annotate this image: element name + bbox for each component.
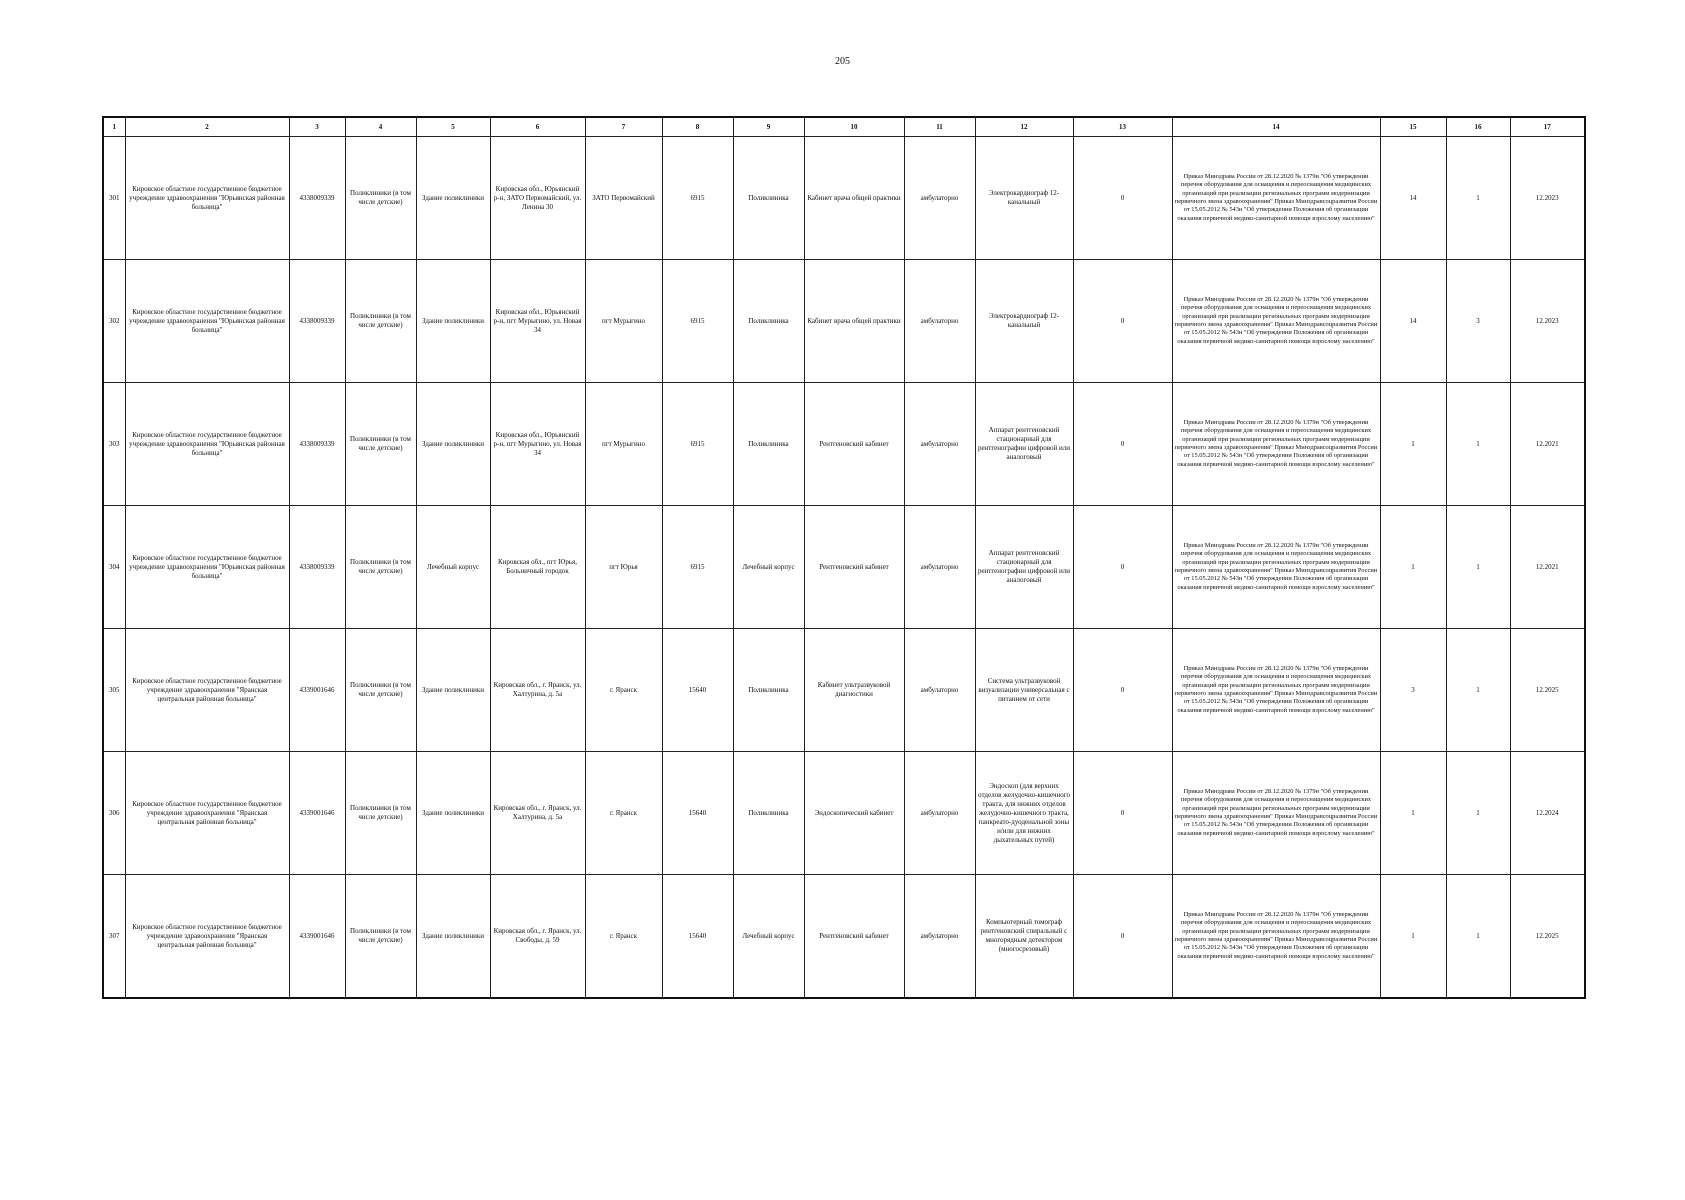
cell-facility-type: Поликлиники (в том числе детские) <box>345 383 416 506</box>
header-cell: 13 <box>1073 117 1172 137</box>
cell-row-number: 301 <box>103 137 125 260</box>
cell-planned-count: 1 <box>1446 629 1510 752</box>
cell-organization-name: Кировское областное государственное бюджетное учреждение здравоохранения "Юрьянская районная больница" <box>125 383 289 506</box>
cell-cabinet: Рентгеновский кабинет <box>804 383 904 506</box>
header-cell: 9 <box>733 117 804 137</box>
cell-inn: 4338009339 <box>289 383 345 506</box>
cell-planned-count: 1 <box>1446 137 1510 260</box>
cell-row-number: 306 <box>103 752 125 875</box>
cell-required-count: 1 <box>1380 383 1446 506</box>
cell-inn: 4339001646 <box>289 629 345 752</box>
cell-inn: 4339001646 <box>289 752 345 875</box>
cell-regulation: Приказ Минздрава России от 28.12.2020 № 1379н "Об утверждении перечня оборудования для оснащения и переоснащения медицинских организаций при реализации региональных программ модернизации первичного звена здравоохранения" Приказ Минздравсоцразвития России от 15.05.2012 № 543н "Об утверждении Положения об организации оказания первичной медико-санитарной помощи взрослому населению" <box>1172 383 1380 506</box>
cell-organization-name: Кировское областное государственное бюджетное учреждение здравоохранения "Юрьянская районная больница" <box>125 260 289 383</box>
cell-planned-count: 1 <box>1446 506 1510 629</box>
cell-regulation: Приказ Минздрава России от 28.12.2020 № 1379н "Об утверждении перечня оборудования для оснащения и переоснащения медицинских организаций при реализации региональных программ модернизации первичного звена здравоохранения" Приказ Минздравсоцразвития России от 15.05.2012 № 543н "Об утверждении Положения об организации оказания первичной медико-санитарной помощи взрослому населению" <box>1172 137 1380 260</box>
cell-subdivision: Лечебный корпус <box>733 875 804 999</box>
cell-equipment-name: Электрокардиограф 12-канальный <box>975 137 1073 260</box>
cell-population: 15640 <box>662 629 733 752</box>
cell-required-count: 14 <box>1380 260 1446 383</box>
cell-address: Кировская обл., г. Яранск, ул. Свободы, д. 59 <box>490 875 585 999</box>
cell-organization-name: Кировское областное государственное бюджетное учреждение здравоохранения "Яранская центральная районная больница" <box>125 752 289 875</box>
cell-organization-name: Кировское областное государственное бюджетное учреждение здравоохранения "Юрьянская районная больница" <box>125 506 289 629</box>
cell-facility-type: Поликлиники (в том числе детские) <box>345 629 416 752</box>
cell-equipment-count: 0 <box>1073 260 1172 383</box>
cell-equipment-count: 0 <box>1073 137 1172 260</box>
cell-address: Кировская обл., Юрьянский р-н, ЗАТО Первомайский, ул. Ленина 30 <box>490 137 585 260</box>
cell-row-number: 302 <box>103 260 125 383</box>
table-row <box>103 383 1585 506</box>
cell-building: Здание поликлиники <box>416 260 490 383</box>
header-cell: 1 <box>103 117 125 137</box>
cell-equipment-count: 0 <box>1073 383 1172 506</box>
table-body <box>103 137 1585 999</box>
cell-facility-type: Поликлиники (в том числе детские) <box>345 260 416 383</box>
cell-address: Кировская обл., Юрьянский р-н, пгт Мурыгино, ул. Новая 34 <box>490 260 585 383</box>
cell-population: 6915 <box>662 506 733 629</box>
cell-required-count: 1 <box>1380 752 1446 875</box>
cell-population: 15640 <box>662 875 733 999</box>
cell-inn: 4338009339 <box>289 137 345 260</box>
cell-deadline: 12.2025 <box>1510 629 1585 752</box>
cell-subdivision: Поликлиника <box>733 260 804 383</box>
cell-required-count: 14 <box>1380 137 1446 260</box>
cell-care-form: амбулаторно <box>904 752 975 875</box>
cell-planned-count: 3 <box>1446 260 1510 383</box>
header-cell: 11 <box>904 117 975 137</box>
header-cell: 7 <box>585 117 662 137</box>
cell-care-form: амбулаторно <box>904 875 975 999</box>
table-row <box>103 137 1585 260</box>
cell-care-form: амбулаторно <box>904 383 975 506</box>
cell-care-form: амбулаторно <box>904 506 975 629</box>
table-row <box>103 629 1585 752</box>
table-row <box>103 506 1585 629</box>
cell-planned-count: 1 <box>1446 383 1510 506</box>
header-cell: 16 <box>1446 117 1510 137</box>
cell-address: Кировская обл., г. Яранск, ул. Халтурина, д. 5а <box>490 629 585 752</box>
cell-settlement: г. Яранск <box>585 875 662 999</box>
cell-regulation: Приказ Минздрава России от 28.12.2020 № 1379н "Об утверждении перечня оборудования для оснащения и переоснащения медицинских организаций при реализации региональных программ модернизации первичного звена здравоохранения" Приказ Минздравсоцразвития России от 15.05.2012 № 543н "Об утверждении Положения об организации оказания первичной медико-санитарной помощи взрослому населению" <box>1172 875 1380 999</box>
cell-address: Кировская обл., Юрьянский р-н, пгт Мурыгино, ул. Новая 34 <box>490 383 585 506</box>
cell-inn: 4339001646 <box>289 875 345 999</box>
cell-inn: 4338009339 <box>289 260 345 383</box>
equipment-table <box>102 116 1586 999</box>
cell-planned-count: 1 <box>1446 752 1510 875</box>
cell-deadline: 12.2021 <box>1510 506 1585 629</box>
cell-building: Здание поликлиники <box>416 383 490 506</box>
cell-care-form: амбулаторно <box>904 629 975 752</box>
header-row <box>103 117 1585 137</box>
header-cell: 6 <box>490 117 585 137</box>
cell-cabinet: Эндоскопический кабинет <box>804 752 904 875</box>
cell-cabinet: Кабинет врача общей практики <box>804 137 904 260</box>
header-cell: 2 <box>125 117 289 137</box>
cell-equipment-name: Система ультразвуковой визуализации универсальная с питанием от сети <box>975 629 1073 752</box>
cell-address: Кировская обл., г. Яранск, ул. Халтурина, д. 5а <box>490 752 585 875</box>
cell-cabinet: Кабинет врача общей практики <box>804 260 904 383</box>
cell-equipment-count: 0 <box>1073 752 1172 875</box>
cell-regulation: Приказ Минздрава России от 28.12.2020 № 1379н "Об утверждении перечня оборудования для оснащения и переоснащения медицинских организаций при реализации региональных программ модернизации первичного звена здравоохранения" Приказ Минздравсоцразвития России от 15.05.2012 № 543н "Об утверждении Положения об организации оказания первичной медико-санитарной помощи взрослому населению" <box>1172 752 1380 875</box>
cell-row-number: 305 <box>103 629 125 752</box>
header-cell: 15 <box>1380 117 1446 137</box>
cell-deadline: 12.2023 <box>1510 260 1585 383</box>
cell-population: 6915 <box>662 137 733 260</box>
header-cell: 12 <box>975 117 1073 137</box>
cell-inn: 4338009339 <box>289 506 345 629</box>
cell-address: Кировская обл., пгт Юрья, Больничный городок <box>490 506 585 629</box>
header-cell: 5 <box>416 117 490 137</box>
cell-subdivision: Поликлиника <box>733 137 804 260</box>
header-cell: 17 <box>1510 117 1585 137</box>
table-row <box>103 260 1585 383</box>
cell-building: Здание поликлиники <box>416 875 490 999</box>
cell-care-form: амбулаторно <box>904 260 975 383</box>
cell-facility-type: Поликлиники (в том числе детские) <box>345 137 416 260</box>
cell-required-count: 3 <box>1380 629 1446 752</box>
cell-care-form: амбулаторно <box>904 137 975 260</box>
cell-equipment-name: Эндоскоп (для верхних отделов желудочно-кишечного тракта, для нижних отделов желудочно-кишечного тракта, панкреато-дуоденальной зоны и/или для нижних дыхательных путей) <box>975 752 1073 875</box>
cell-subdivision: Поликлиника <box>733 752 804 875</box>
cell-building: Здание поликлиники <box>416 752 490 875</box>
cell-deadline: 12.2025 <box>1510 875 1585 999</box>
header-cell: 8 <box>662 117 733 137</box>
cell-settlement: пгт Мурыгино <box>585 260 662 383</box>
cell-equipment-name: Аппарат рентгеновский стационарный для рентгенографии цифровой или аналоговый <box>975 506 1073 629</box>
cell-organization-name: Кировское областное государственное бюджетное учреждение здравоохранения "Юрьянская районная больница" <box>125 137 289 260</box>
page-number: 205 <box>835 56 850 67</box>
cell-deadline: 12.2024 <box>1510 752 1585 875</box>
cell-facility-type: Поликлиники (в том числе детские) <box>345 752 416 875</box>
cell-settlement: г. Яранск <box>585 629 662 752</box>
header-cell: 4 <box>345 117 416 137</box>
cell-deadline: 12.2023 <box>1510 137 1585 260</box>
cell-settlement: пгт Мурыгино <box>585 383 662 506</box>
cell-building: Здание поликлиники <box>416 137 490 260</box>
table-row <box>103 875 1585 999</box>
cell-cabinet: Рентгеновский кабинет <box>804 506 904 629</box>
cell-row-number: 303 <box>103 383 125 506</box>
cell-facility-type: Поликлиники (в том числе детские) <box>345 875 416 999</box>
cell-settlement: г. Яранск <box>585 752 662 875</box>
header-cell: 3 <box>289 117 345 137</box>
cell-cabinet: Рентгеновский кабинет <box>804 875 904 999</box>
cell-deadline: 12.2021 <box>1510 383 1585 506</box>
cell-population: 6915 <box>662 383 733 506</box>
cell-equipment-count: 0 <box>1073 506 1172 629</box>
cell-organization-name: Кировское областное государственное бюджетное учреждение здравоохранения "Яранская центральная районная больница" <box>125 875 289 999</box>
header-cell: 14 <box>1172 117 1380 137</box>
cell-regulation: Приказ Минздрава России от 28.12.2020 № 1379н "Об утверждении перечня оборудования для оснащения и переоснащения медицинских организаций при реализации региональных программ модернизации первичного звена здравоохранения" Приказ Минздравсоцразвития России от 15.05.2012 № 543н "Об утверждении Положения об организации оказания первичной медико-санитарной помощи взрослому населению" <box>1172 260 1380 383</box>
cell-cabinet: Кабинет ультразвуковой диагностики <box>804 629 904 752</box>
header-cell: 10 <box>804 117 904 137</box>
cell-equipment-count: 0 <box>1073 629 1172 752</box>
cell-subdivision: Лечебный корпус <box>733 506 804 629</box>
cell-row-number: 307 <box>103 875 125 999</box>
cell-equipment-name: Аппарат рентгеновский стационарный для рентгенографии цифровой или аналоговый <box>975 383 1073 506</box>
cell-organization-name: Кировское областное государственное бюджетное учреждение здравоохранения "Яранская центральная районная больница" <box>125 629 289 752</box>
cell-subdivision: Поликлиника <box>733 629 804 752</box>
cell-row-number: 304 <box>103 506 125 629</box>
cell-subdivision: Поликлиника <box>733 383 804 506</box>
cell-required-count: 1 <box>1380 506 1446 629</box>
cell-building: Лечебный корпус <box>416 506 490 629</box>
cell-settlement: пгт Юрья <box>585 506 662 629</box>
cell-planned-count: 1 <box>1446 875 1510 999</box>
cell-equipment-name: Компьютерный томограф рентгеновский спиральный с многорядным детектором (многосрезовый) <box>975 875 1073 999</box>
cell-population: 15640 <box>662 752 733 875</box>
cell-required-count: 1 <box>1380 875 1446 999</box>
cell-equipment-count: 0 <box>1073 875 1172 999</box>
cell-building: Здание поликлиники <box>416 629 490 752</box>
cell-settlement: ЗАТО Первомайский <box>585 137 662 260</box>
table-row <box>103 752 1585 875</box>
cell-regulation: Приказ Минздрава России от 28.12.2020 № 1379н "Об утверждении перечня оборудования для оснащения и переоснащения медицинских организаций при реализации региональных программ модернизации первичного звена здравоохранения" Приказ Минздравсоцразвития России от 15.05.2012 № 543н "Об утверждении Положения об организации оказания первичной медико-санитарной помощи взрослому населению" <box>1172 506 1380 629</box>
cell-regulation: Приказ Минздрава России от 28.12.2020 № 1379н "Об утверждении перечня оборудования для оснащения и переоснащения медицинских организаций при реализации региональных программ модернизации первичного звена здравоохранения" Приказ Минздравсоцразвития России от 15.05.2012 № 543н "Об утверждении Положения об организации оказания первичной медико-санитарной помощи взрослому населению" <box>1172 629 1380 752</box>
cell-equipment-name: Электрокардиограф 12-канальный <box>975 260 1073 383</box>
cell-facility-type: Поликлиники (в том числе детские) <box>345 506 416 629</box>
cell-population: 6915 <box>662 260 733 383</box>
